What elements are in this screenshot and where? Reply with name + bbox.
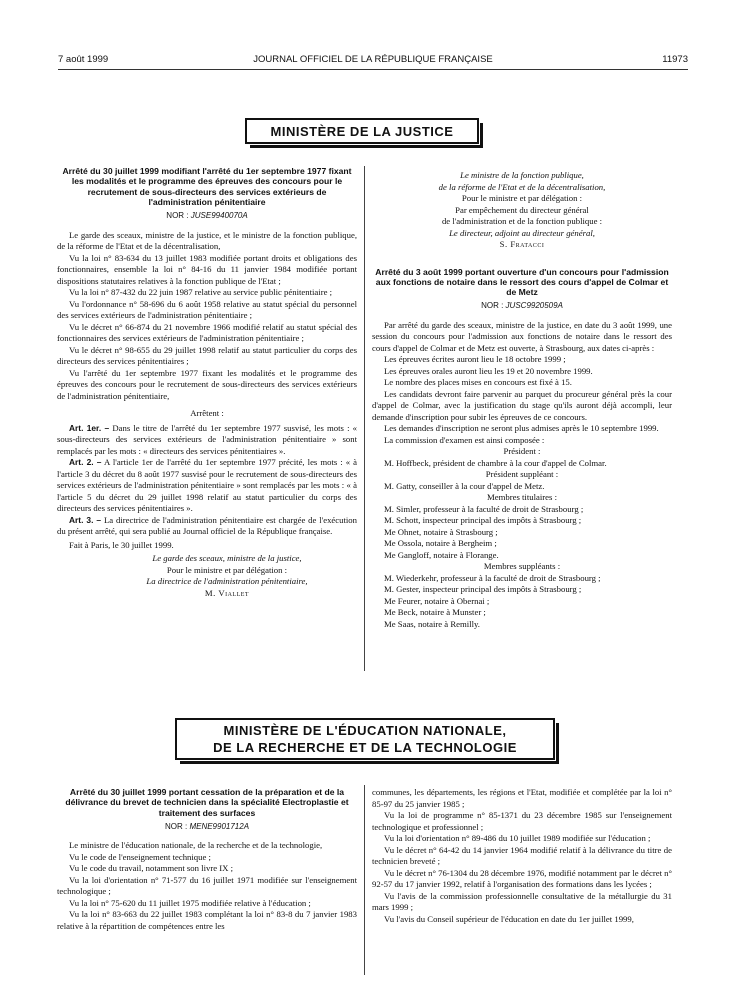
suppleant-label: Président suppléant : <box>485 469 559 480</box>
visa: Vu la loi n° 83-663 du 22 juillet 1983 complétant la loi n° 83-8 du 7 janvier 1983 relative à la répartition de compétences entre les <box>57 909 357 931</box>
signature-role: Le directeur, adjoint au directeur général, <box>449 227 595 238</box>
arrete-title: Arrêté du 30 juillet 1999 modifiant l'arrêté du 1er septembre 1977 fixant les modalités et le programme des épreuves des concours pour le recrutement de sous-directeurs des services extérieurs de l'administration pénitentiaire <box>62 166 352 207</box>
visa: Vu le code du travail, notamment son livre IX ; <box>69 863 234 874</box>
visa: Vu le code de l'enseignement technique ; <box>69 851 211 862</box>
article-number: Art. 2. – <box>69 457 102 468</box>
arrete-brevet-technicien <box>57 787 357 932</box>
visa: Vu la loi n° 83-634 du 13 juillet 1983 modifiée portant droits et obligations des fonctionnaires, ensemble la loi n° 84-16 du 11 janvier 1984 modifiée portant dispositions statutaires relatives à la fonction publique de l'Etat ; <box>57 252 357 286</box>
article-text: Dans le titre de l'arrêté du 1er septembre 1977 susvisé, les mots : « sous-directeurs des services extérieurs de l'administration pénitentiaire » sont remplacés par les mots : « directeurs des services pénitentiaires ». <box>57 422 357 456</box>
arretent: Arrêtent : <box>190 408 224 419</box>
ministry-education-line1: MINISTÈRE DE L'ÉDUCATION NATIONALE, <box>223 723 507 738</box>
member: Me Beck, notaire à Munster ; <box>384 607 486 618</box>
visa: Vu l'arrêté du 1er septembre 1977 fixant les modalités et le programme des épreuves des concours pour le recrutement de sous-directeurs des services extérieurs de l'administration pénitentiaire, <box>57 367 357 401</box>
nor-code: MENE9901712A <box>189 821 250 831</box>
paragraph: Le nombre des places mises en concours est fixé à 15. <box>384 377 572 388</box>
member: Me Ossola, notaire à Bergheim ; <box>384 538 497 549</box>
ministry-justice-title: MINISTÈRE DE LA JUSTICE <box>270 123 454 139</box>
visa: Vu l'ordonnance n° 58-696 du 6 août 1958 relative au statut spécial du personnel des services extérieurs de l'administration pénitentiaire ; <box>57 298 357 321</box>
visa: Le garde des sceaux, ministre de la justice, et le ministre de la fonction publique, de la réforme de l'Etat et de la décentralisation, <box>57 229 357 252</box>
article-text: La directrice de l'administration pénitentiaire est chargée de l'exécution du présent arrêté, qui sera publié au Journal officiel de la République française. <box>57 514 357 537</box>
arrete-brevet-continued <box>372 787 672 925</box>
member: M. Simler, professeur à la faculté de droit de Strasbourg ; <box>384 503 584 514</box>
nor-label: NOR : <box>166 211 189 221</box>
signature-empechement: Par empêchement du directeur général <box>455 204 589 215</box>
nor-label: NOR : <box>481 301 504 311</box>
ministry-education-box <box>175 718 555 760</box>
paragraph: Les candidats devront faire parvenir au parquet du procureur général près la cour d'appel de Colmar, avec la justification du stage qu'ils auront déjà accompli, leur demande d'inscription pour subir les épreuves de ce concours. <box>372 388 672 422</box>
visa: Vu la loi de programme n° 85-1371 du 23 décembre 1985 sur l'enseignement technologique et professionnel ; <box>372 810 672 832</box>
signature-title: de la réforme de l'Etat et de la décentralisation, <box>438 181 606 192</box>
visa: Vu le décret n° 64-42 du 14 janvier 1964 modifié relatif à la délivrance du titre de technicien breveté ; <box>372 844 672 866</box>
page-header <box>58 54 688 68</box>
member: Me Feurer, notaire à Obernai ; <box>384 595 490 606</box>
journal-title: JOURNAL OFFICIEL DE LA RÉPUBLIQUE FRANÇAISE <box>253 54 493 65</box>
issue-date: 7 août 1999 <box>58 54 109 65</box>
visa: Vu l'avis du Conseil supérieur de l'éducation en date du 1er juillet 1999, <box>384 913 634 924</box>
titulaires-label: Membres titulaires : <box>487 492 557 503</box>
signature-fonction-publique <box>372 170 672 251</box>
article-text: A l'article 1er de l'arrêté du 1er septembre 1977 précité, les mots : « à l'article 3 du décret du 8 août 1977 susvisé pour le recrutement de sous-directeurs des services extérieurs de l'administration pénitentiaire » sont remplacés par les mots : « à l'article 5 du décret du 29 juillet 1998 relatif au statut particulier du corps des directeurs des services pénitentiaires ». <box>57 457 357 514</box>
member: M. Gester, inspecteur principal des impôts à Strasbourg ; <box>384 584 582 595</box>
paragraph: Les épreuves écrites auront lieu le 18 octobre 1999 ; <box>384 354 566 365</box>
article <box>57 457 357 515</box>
nor-code: JUSC9920509A <box>505 301 563 311</box>
signature-justice <box>57 553 357 599</box>
member: Me Gangloff, notaire à Florange. <box>384 549 499 560</box>
visa: Vu le décret n° 66-874 du 21 novembre 1966 modifié relatif au statut spécial des fonctionnaires des services extérieurs de l'administration pénitentiaire ; <box>57 321 357 344</box>
nor-reference <box>57 210 357 222</box>
ministry-justice-box <box>245 118 479 144</box>
nor-reference <box>372 300 672 312</box>
arrete-notaire <box>372 267 672 631</box>
nor-label: NOR : <box>164 821 188 831</box>
article-number: Art. 1er. – <box>69 422 110 433</box>
suppleants-label: Membres suppléants : <box>483 561 561 572</box>
arrete-title: Arrêté du 30 juillet 1999 portant cessation de la préparation et de la délivrance du brevet de technicien dans la spécialité Electroplastie et traitement des surfaces <box>65 787 349 818</box>
visa: Le ministre de l'éducation nationale, de la recherche et de la technologie, <box>69 840 323 851</box>
signature-role: La directrice de l'administration pénitentiaire, <box>146 576 308 587</box>
page-number: 11973 <box>662 54 688 65</box>
member: M. Schott, inspecteur principal des impôts à Strasbourg ; <box>384 515 582 526</box>
paragraph: La commission d'examen est ainsi composée : <box>384 434 545 445</box>
signature-title: Le garde des sceaux, ministre de la justice, <box>152 553 302 564</box>
fait-a: Fait à Paris, le 30 juillet 1999. <box>69 539 174 550</box>
arrete-title: Arrêté du 3 août 1999 portant ouverture d'un concours pour l'admission aux fonctions de notaire dans le ressort des cours d'appel de Colmar et de Metz <box>375 266 669 298</box>
visa: Vu la loi d'orientation n° 89-486 du 10 juillet 1989 modifiée sur l'éducation ; <box>384 833 651 843</box>
ministry-education-line2: DE LA RECHERCHE ET DE LA TECHNOLOGIE <box>213 740 517 755</box>
signature-delegation: Pour le ministre et par délégation : <box>461 193 583 203</box>
visa: Vu le décret n° 98-655 du 29 juillet 1998 relatif au statut particulier du corps des directeurs des services pénitentiaires ; <box>57 344 357 367</box>
nor-reference <box>57 821 357 833</box>
signature-name: S. Fratacci <box>499 239 545 249</box>
visa: communes, les départements, les régions et l'Etat, modifiée et complétée par la loi n° 85-97 du 25 janvier 1985 ; <box>372 787 672 809</box>
article <box>57 423 357 458</box>
visa: Vu la loi n° 75-620 du 11 juillet 1975 modifiée relative à l'éducation ; <box>69 897 311 908</box>
signature-delegation: Pour le ministre et par délégation : <box>166 564 288 575</box>
member: M. Hoffbeck, président de chambre à la cour d'appel de Colmar. <box>384 457 607 468</box>
member: M. Gatty, conseiller à la cour d'appel de Metz. <box>384 480 545 491</box>
column-divider <box>364 166 365 671</box>
visa: Vu la loi d'orientation n° 71-577 du 16 juillet 1971 modifiée sur l'enseignement technologique ; <box>57 874 357 897</box>
visa: Vu la loi n° 87-432 du 22 juin 1987 relative au service public pénitentiaire ; <box>69 287 333 298</box>
paragraph: Par arrêté du garde des sceaux, ministre de la justice, en date du 3 août 1999, une session du concours pour l'admission aux fonctions de notaire dans le ressort des cours d'appel de Colmar et de Metz est ouverte, à Strasbourg, aux dates ci-après : <box>372 319 672 353</box>
paragraph: Les demandes d'inscription ne seront plus admises après le 10 septembre 1999. <box>384 423 659 434</box>
signature-empechement: de l'administration et de la fonction publique : <box>441 216 603 226</box>
nor-code: JUSE9940070A <box>190 211 248 221</box>
member: Me Saas, notaire à Remilly. <box>384 618 480 629</box>
member: Me Ohnet, notaire à Strasbourg ; <box>384 526 498 537</box>
visa: Vu l'avis de la commission professionnelle consultative de la métallurgie du 31 mars 1999 ; <box>372 890 672 912</box>
column-divider <box>364 785 365 975</box>
header-rule <box>58 69 688 70</box>
article-number: Art. 3. – <box>69 514 102 525</box>
article <box>57 515 357 538</box>
right-column-top <box>372 170 672 630</box>
signature-name: M. Viallet <box>204 587 250 598</box>
member: M. Wiederkehr, professeur à la faculté de droit de Strasbourg ; <box>384 572 601 583</box>
visa: Vu le décret n° 76-1304 du 28 décembre 1976, modifié notamment par le décret n° 92-57 du 17 janvier 1992, relatif à l'organisation des formations dans les lycées ; <box>372 867 672 889</box>
president-label: Président : <box>503 446 541 457</box>
arrete-sous-directeurs <box>57 166 357 599</box>
signature-title: Le ministre de la fonction publique, <box>460 170 584 180</box>
paragraph: Les épreuves orales auront lieu les 19 et 20 novembre 1999. <box>384 365 593 376</box>
